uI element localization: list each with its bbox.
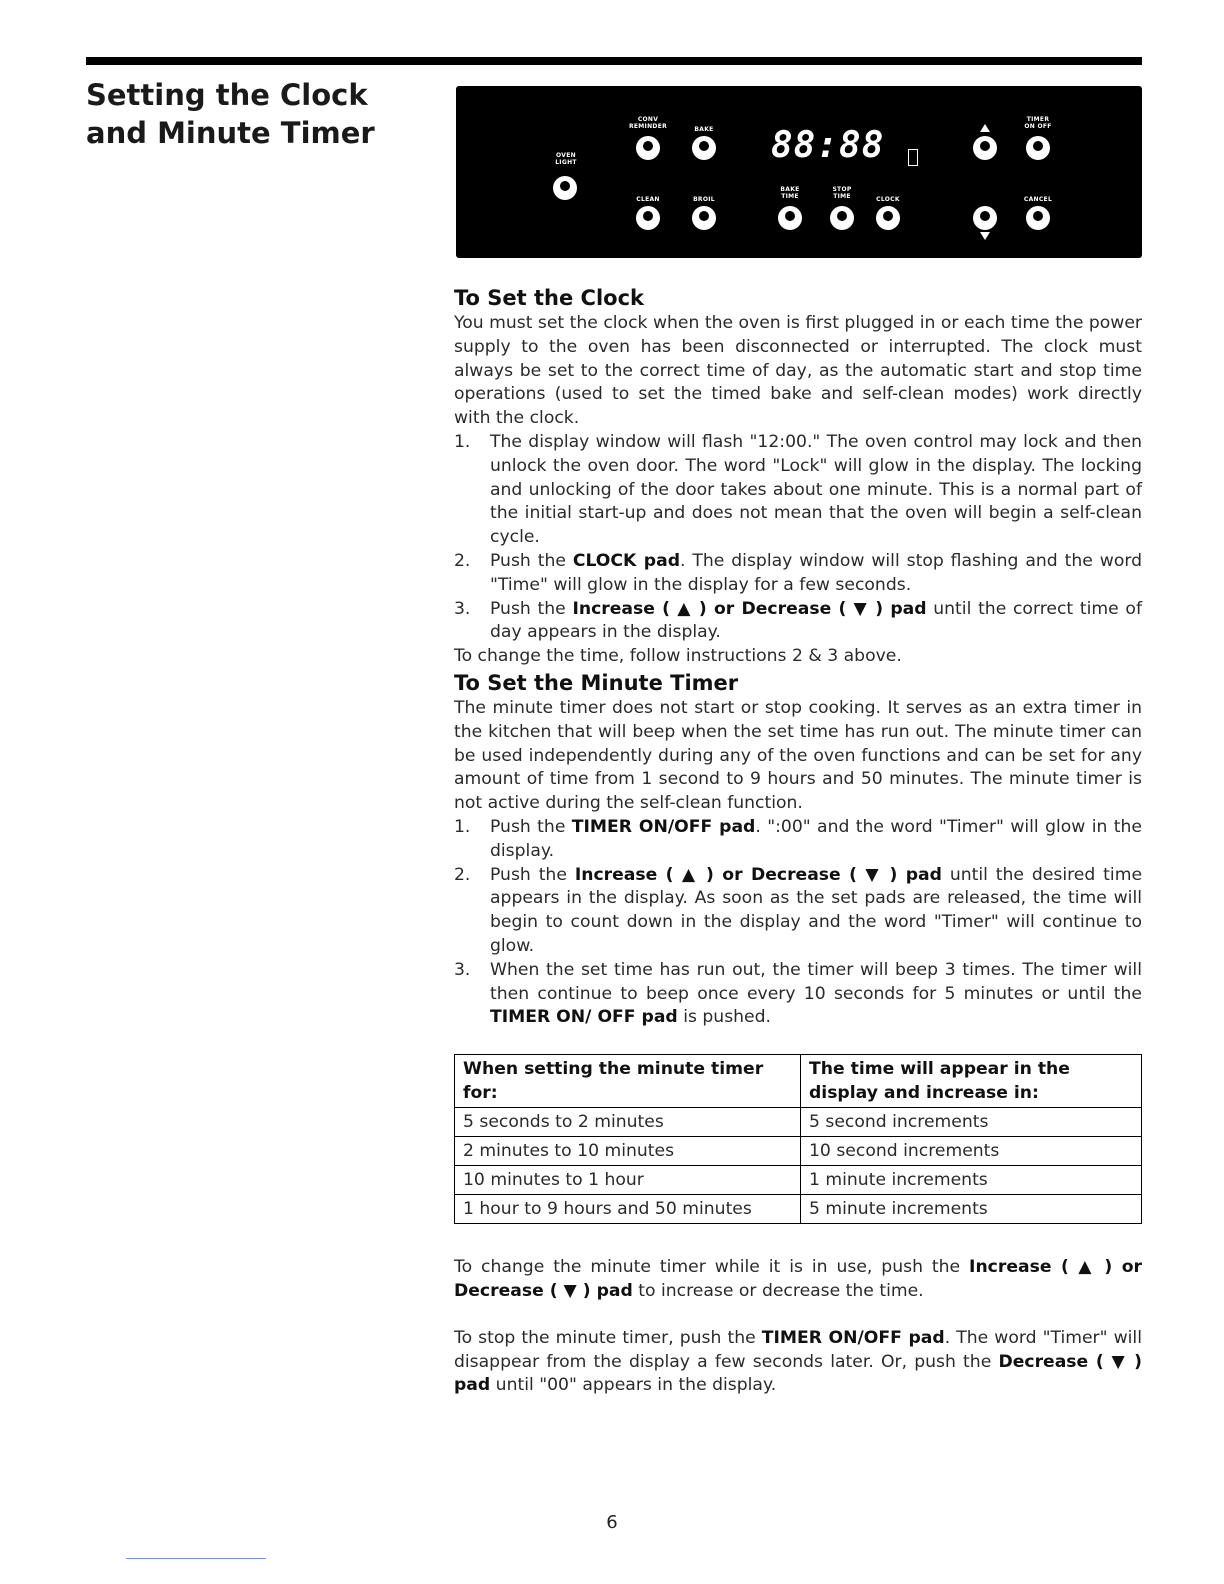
- increase-decrease-pad-reference: Increase ( ▲ ) or Decrease ( ▼ ) pad: [454, 1257, 1142, 1301]
- bottom-link-line: [126, 1558, 266, 1559]
- main-content: [454, 284, 1142, 1398]
- top-rule: [86, 57, 1142, 65]
- step-text: The display window will flash "12:00." The oven control may lock and then unlock the oven door. The word "Lock" will glow in the display. The locking and unlocking of the door takes about one minute. This is a normal part of the initial start-up and does not mean that the oven will begin a self-clean cycle.: [490, 431, 1142, 548]
- page-number: 6: [606, 1512, 618, 1533]
- minute-timer-intro: The minute timer does not start or stop cooking. It serves as an extra timer in the kitchen that will beep when the set time has run out. The minute timer can be used independently during any of the oven functions and can be set for any amount of time from 1 second to 9 hours and 50 minutes. The minute timer is not active during the self-clean function.: [454, 697, 1142, 814]
- set-clock-intro: You must set the clock when the oven is first plugged in or each time the power supply to the oven has been disconnected or interrupted. The clock must always be set to the correct time of day, as the automatic start and stop time operations (used to set the timed bake and self-clean modes) work directly with the clock.: [454, 313, 1142, 429]
- step-text-c: is pushed.: [677, 1007, 771, 1028]
- change-timer-text-a: To change the minute timer while it is in use, push the: [454, 1257, 970, 1278]
- minute-timer-step-3: [454, 959, 1142, 1030]
- stop-timer-text-e: until "00" appears in the display.: [490, 1375, 777, 1396]
- timer-pad-reference: TIMER ON/ OFF pad: [490, 1007, 678, 1028]
- oven-light-pad[interactable]: [553, 176, 577, 200]
- step-text-c: until the desired time appears in the display. As soon as the set pads are released, the time will begin to count down in the display and the word "Timer" will continue to glow.: [490, 864, 1143, 956]
- clock-label: [868, 196, 908, 203]
- conv-reminder-pad[interactable]: [636, 136, 660, 160]
- page-title-line-1: Setting the Clock: [86, 78, 368, 112]
- table-cell: 2 minutes to 10 minutes: [455, 1137, 801, 1166]
- bake-time-pad[interactable]: [778, 206, 802, 230]
- stop-time-label-line-1: STOP: [832, 186, 852, 193]
- page-title-line-2: and Minute Timer: [86, 116, 375, 150]
- oven-light-label-line-1: OVEN: [556, 152, 576, 159]
- step-number: 1.: [454, 431, 471, 452]
- decrease-pad-reference: Decrease ( ▼ ) pad: [454, 1351, 1142, 1396]
- clean-label: [628, 196, 668, 203]
- stop-timer-paragraph: [454, 1327, 1142, 1398]
- conv-reminder-label-line-1: CONV: [637, 116, 659, 123]
- broil-pad[interactable]: [692, 206, 716, 230]
- oven-light-label-line-2: LIGHT: [555, 159, 577, 166]
- stop-time-label: [822, 186, 862, 200]
- timer-increment-table: [454, 1054, 1142, 1224]
- change-timer-text-c: to increase or decrease the time.: [632, 1280, 924, 1301]
- timer-pad-reference: TIMER ON/OFF pad: [571, 816, 756, 837]
- led-indicator-box: [908, 149, 918, 166]
- increase-decrease-pad-reference: Increase ( ▲ ) or Decrease ( ▼ ) pad: [574, 864, 942, 885]
- increase-decrease-pad-reference: Increase ( ▲ ) or Decrease ( ▼ ) pad: [572, 598, 927, 619]
- table-cell: 10 second increments: [801, 1137, 1142, 1166]
- cancel-label-line-1: CANCEL: [1023, 196, 1053, 203]
- table-cell: 1 minute increments: [801, 1166, 1142, 1195]
- table-cell: 5 second increments: [801, 1108, 1142, 1137]
- step-text-a: Push the: [490, 864, 575, 885]
- decrease-arrow-icon: [980, 232, 990, 240]
- table-header-cell: When setting the minute timer for:: [455, 1055, 801, 1108]
- table-cell: 5 seconds to 2 minutes: [455, 1108, 801, 1137]
- step-number: 2.: [454, 864, 471, 885]
- set-clock-step-2: [454, 550, 1142, 598]
- control-panel-illustration: [456, 86, 1142, 258]
- increase-arrow-icon: [980, 124, 990, 132]
- step-text-c: . The display window will stop flashing and the word "Time" will glow in the display for a few seconds.: [490, 550, 1143, 595]
- step-text-a: When the set time has run out, the timer will beep 3 times. The timer will then continue to beep once every 10 seconds for 5 minutes or until the: [490, 959, 1142, 1004]
- bake-time-label-line-1: BAKE: [780, 186, 800, 193]
- conv-reminder-label: [628, 116, 668, 130]
- clock-label-line-1: CLOCK: [876, 196, 900, 203]
- table-row: [455, 1137, 1142, 1166]
- clock-pad[interactable]: [876, 206, 900, 230]
- stop-time-label-line-2: TIME: [833, 193, 851, 200]
- minute-timer-step-1: [454, 816, 1142, 864]
- bake-time-label-line-2: TIME: [781, 193, 799, 200]
- minute-timer-heading: To Set the Minute Timer: [454, 670, 739, 695]
- set-clock-step-3: [454, 598, 1142, 646]
- bake-label-line-1: BAKE: [694, 126, 714, 133]
- clock-pad-reference: CLOCK pad: [572, 550, 680, 571]
- table-row: [455, 1195, 1142, 1224]
- timer-on-off-label-line-1: TIMER: [1026, 116, 1050, 123]
- minute-timer-step-2: [454, 864, 1142, 959]
- table-header-cell: The time will appear in the display and increase in:: [801, 1055, 1142, 1108]
- bake-pad[interactable]: [692, 136, 716, 160]
- set-clock-steps: [454, 431, 1142, 645]
- step-text-c: until the correct time of day appears in the display.: [490, 598, 1142, 643]
- stop-timer-text-a: To stop the minute timer, push the: [454, 1327, 762, 1348]
- timer-on-off-label: [1018, 116, 1058, 130]
- set-clock-heading: To Set the Clock: [454, 286, 644, 310]
- timer-on-off-pad[interactable]: [1026, 136, 1050, 160]
- step-text-a: Push the: [490, 598, 573, 619]
- table-row: [455, 1166, 1142, 1195]
- timer-on-off-label-line-2: ON OFF: [1024, 123, 1052, 130]
- cancel-label: [1018, 196, 1058, 203]
- set-clock-outro: To change the time, follow instructions 2 & 3 above.: [454, 646, 902, 667]
- cancel-pad[interactable]: [1026, 206, 1050, 230]
- broil-label: [684, 196, 724, 203]
- set-clock-step-1: [454, 431, 1142, 550]
- clean-label-line-1: CLEAN: [636, 196, 660, 203]
- step-text-c: . ":00" and the word "Timer" will glow in the display.: [490, 816, 1142, 861]
- clean-pad[interactable]: [636, 206, 660, 230]
- step-number: 3.: [454, 959, 471, 980]
- table-cell: 10 minutes to 1 hour: [455, 1166, 801, 1195]
- step-text-a: Push the: [490, 550, 573, 571]
- table-row: [455, 1108, 1142, 1137]
- bake-label: [684, 126, 724, 133]
- step-number: 3.: [454, 598, 471, 619]
- timer-pad-reference: TIMER ON/OFF pad: [761, 1327, 945, 1348]
- step-text-a: Push the: [490, 816, 572, 837]
- bake-time-label: [770, 186, 810, 200]
- table-cell: 1 hour to 9 hours and 50 minutes: [455, 1195, 801, 1224]
- stop-time-pad[interactable]: [830, 206, 854, 230]
- increase-pad[interactable]: [973, 136, 997, 160]
- change-timer-paragraph: [454, 1256, 1142, 1304]
- step-number: 2.: [454, 550, 471, 571]
- broil-label-line-1: BROIL: [693, 196, 715, 203]
- oven-light-label: [546, 152, 586, 166]
- decrease-pad[interactable]: [973, 206, 997, 230]
- table-cell: 5 minute increments: [801, 1195, 1142, 1224]
- conv-reminder-label-line-2: REMINDER: [628, 123, 668, 130]
- stop-timer-text-c: . The word "Timer" will disappear from the display a few seconds later. Or, push the: [454, 1327, 1142, 1372]
- step-number: 1.: [454, 816, 471, 837]
- page-title: [86, 76, 416, 152]
- minute-timer-steps: [454, 816, 1142, 1030]
- table-header-row: [455, 1055, 1142, 1108]
- led-display: 88:88: [771, 125, 885, 166]
